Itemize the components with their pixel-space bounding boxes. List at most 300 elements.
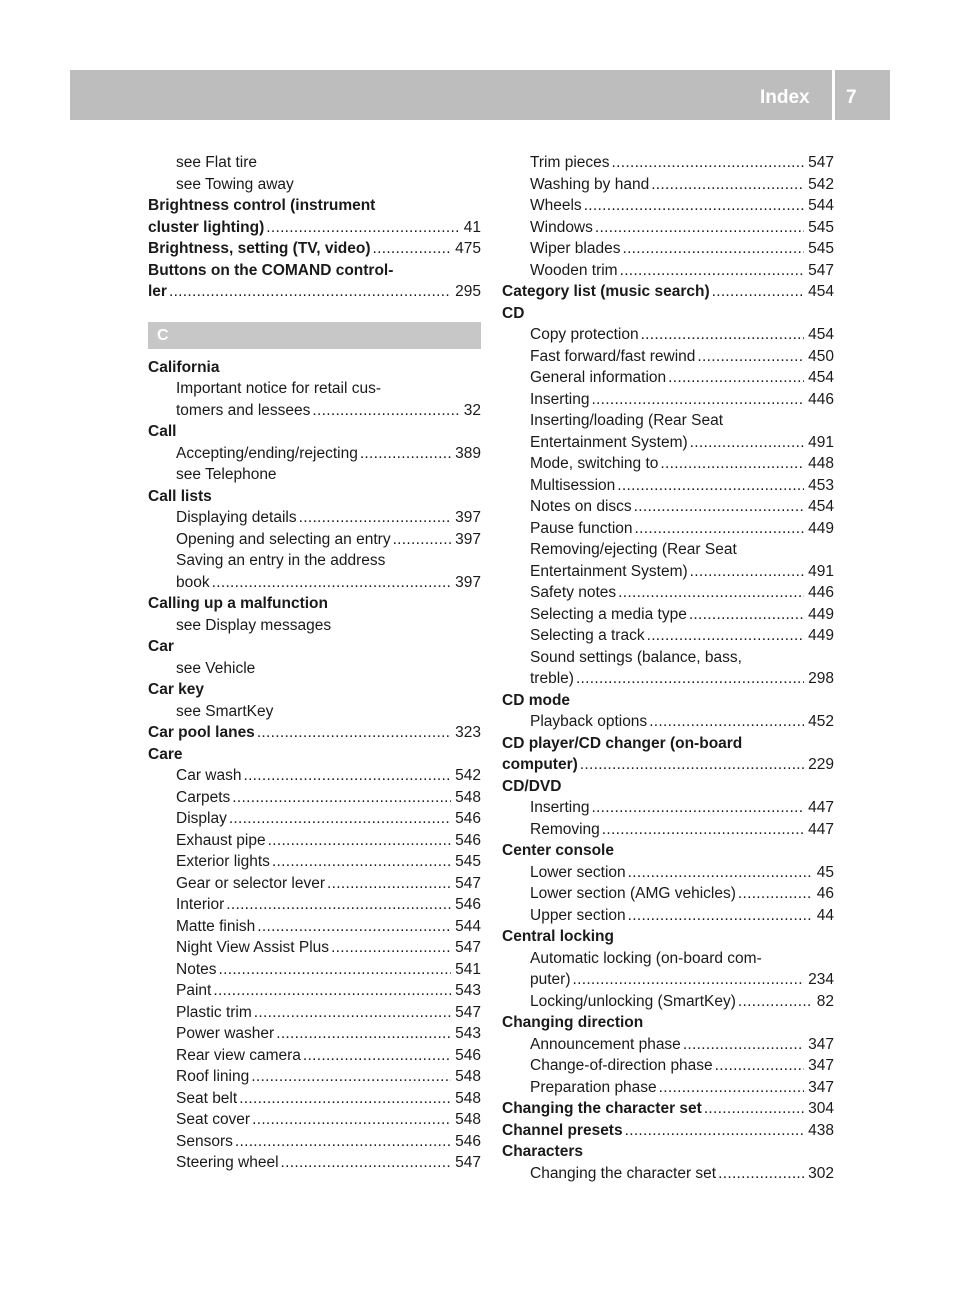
- entry-text: Safety notes: [530, 584, 617, 601]
- dot-leader: [251, 1066, 451, 1088]
- index-entry: [148, 679, 481, 701]
- index-entry: [148, 421, 481, 443]
- index-subentry: [148, 529, 481, 551]
- index-entry: [148, 238, 481, 260]
- dot-leader: [718, 1163, 804, 1185]
- index-subentry: [148, 658, 481, 680]
- entry-page-number: 234: [808, 971, 834, 988]
- index-subentry: [502, 324, 834, 346]
- entry-text: General information: [530, 369, 667, 386]
- entry-page-number: 544: [808, 197, 834, 214]
- dot-leader: [229, 808, 451, 830]
- entry-page-number: 546: [455, 831, 481, 849]
- entry-text: CD: [502, 304, 525, 322]
- index-subentry: [148, 808, 481, 830]
- index-subentry: [148, 851, 481, 873]
- entry-text: Changing the character set: [502, 1100, 702, 1117]
- entry-text: ler: [148, 283, 167, 300]
- index-subentry: [502, 195, 834, 217]
- dot-leader: [373, 238, 452, 260]
- entry-text: Important notice for retail cus-: [176, 380, 382, 397]
- entry-page-number: 543: [455, 1025, 481, 1042]
- entry-text: tomers and lessees: [176, 401, 311, 419]
- index-entry: [148, 722, 481, 744]
- entry-page-number: 545: [808, 218, 834, 236]
- entry-page-number: 547: [455, 1003, 481, 1021]
- entry-text: Gear or selector lever: [176, 874, 326, 892]
- entry-text: Car: [148, 638, 174, 655]
- entry-page-number: 546: [455, 810, 481, 827]
- entry-text: Changing direction: [502, 1014, 644, 1031]
- index-subentry: [148, 152, 481, 174]
- entry-page-number: 298: [808, 670, 834, 687]
- entry-page-number: 546: [455, 1132, 481, 1150]
- entry-text: Multisession: [530, 476, 616, 494]
- dot-leader: [239, 1088, 451, 1110]
- entry-text: Windows: [530, 218, 593, 236]
- index-entry: [502, 926, 834, 948]
- dot-leader: [257, 916, 451, 938]
- entry-page-number: 32: [463, 401, 481, 419]
- dot-leader: [281, 1152, 452, 1174]
- entry-text: Accepting/ending/rejecting: [176, 444, 358, 462]
- dot-leader: [213, 980, 451, 1002]
- entry-text: Rear view camera: [176, 1046, 301, 1064]
- dot-leader: [580, 754, 804, 776]
- index-subentry: [148, 1066, 481, 1088]
- entry-page-number: 547: [455, 939, 481, 956]
- entry-page-number: 44: [816, 906, 834, 924]
- index-entry: [502, 1141, 834, 1163]
- index-entry: [148, 357, 481, 379]
- dot-leader: [226, 894, 451, 916]
- dot-leader: [299, 507, 452, 529]
- entry-text: Brightness control (instrument: [148, 197, 376, 214]
- entry-text: cluster lighting): [148, 218, 265, 236]
- index-entry: [502, 1012, 834, 1034]
- entry-text: Care: [148, 745, 183, 763]
- dot-leader: [212, 572, 452, 594]
- entry-text: Buttons on the COMAND control-: [148, 261, 394, 279]
- entry-page-number: 449: [808, 627, 834, 644]
- entry-text: see SmartKey: [176, 702, 274, 720]
- index-subentry: [502, 1034, 834, 1056]
- dot-leader: [620, 260, 805, 282]
- index-subentry: [502, 432, 834, 454]
- entry-text: Inserting: [530, 390, 590, 408]
- index-entry: [148, 593, 481, 615]
- entry-page-number: 389: [455, 444, 481, 462]
- index-column-right: [502, 152, 834, 1184]
- entry-text: Preparation phase: [530, 1078, 657, 1096]
- entry-text: Interior: [176, 896, 225, 913]
- entry-text: Sensors: [176, 1132, 233, 1150]
- entry-text: Pause function: [530, 519, 633, 537]
- dot-leader: [573, 969, 805, 991]
- entry-page-number: 438: [808, 1121, 834, 1139]
- entry-text: Notes on discs: [530, 498, 632, 515]
- index-entry: [148, 217, 481, 239]
- entry-text: Changing the character set: [530, 1164, 717, 1182]
- dot-leader: [618, 582, 804, 604]
- entry-page-number: 347: [808, 1078, 834, 1096]
- entry-page-number: 541: [455, 960, 481, 978]
- entry-page-number: 453: [808, 476, 834, 494]
- entry-text: Lower section (AMG vehicles): [530, 885, 736, 902]
- index-subentry: [148, 1002, 481, 1024]
- index-entry: [502, 303, 834, 325]
- index-entry: [148, 486, 481, 508]
- index-subentry: [502, 453, 834, 475]
- index-entry: [502, 754, 834, 776]
- entry-page-number: 547: [808, 261, 834, 279]
- index-subentry: [148, 1109, 481, 1131]
- entry-text: Selecting a media type: [530, 605, 687, 623]
- entry-page-number: 449: [808, 605, 834, 623]
- dot-leader: [660, 453, 804, 475]
- entry-text: Fast forward/fast rewind: [530, 347, 696, 365]
- dot-leader: [634, 496, 804, 518]
- entry-page-number: 229: [808, 756, 834, 773]
- entry-text: Center console: [502, 842, 614, 859]
- index-subentry: [148, 1023, 481, 1045]
- entry-text: Copy protection: [530, 326, 639, 343]
- index-subentry: [502, 883, 834, 905]
- index-entry: [502, 733, 834, 755]
- entry-text: Car wash: [176, 767, 242, 784]
- entry-text: Call: [148, 423, 177, 440]
- entry-text: Steering wheel: [176, 1154, 279, 1171]
- index-subentry: [502, 1055, 834, 1077]
- entry-text: Central locking: [502, 928, 614, 945]
- entry-text: California: [148, 358, 220, 376]
- dot-leader: [232, 787, 451, 809]
- entry-text: see Vehicle: [176, 659, 256, 677]
- index-subentry: [148, 1088, 481, 1110]
- index-subentry: [148, 765, 481, 787]
- entry-page-number: 347: [808, 1035, 834, 1053]
- dot-leader: [591, 389, 804, 411]
- index-subentry: [502, 905, 834, 927]
- dot-leader: [576, 668, 804, 690]
- entry-page-number: 347: [808, 1057, 834, 1074]
- index-subentry: [148, 787, 481, 809]
- entry-page-number: 546: [455, 1046, 481, 1064]
- index-subentry: [502, 862, 834, 884]
- index-subentry: [148, 615, 481, 637]
- entry-text: Paint: [176, 982, 212, 999]
- index-subentry: [148, 916, 481, 938]
- entry-text: see Flat tire: [176, 154, 257, 171]
- entry-text: Locking/unlocking (SmartKey): [530, 992, 736, 1010]
- index-subentry: [148, 830, 481, 852]
- dot-leader: [628, 905, 813, 927]
- dot-leader: [272, 851, 451, 873]
- entry-text: Upper section: [530, 906, 626, 924]
- entry-page-number: 542: [808, 175, 834, 193]
- entry-page-number: 45: [816, 863, 834, 881]
- entry-text: Mode, switching to: [530, 455, 659, 472]
- dot-leader: [697, 346, 804, 368]
- header-title: Index: [760, 87, 810, 108]
- header-divider: [832, 70, 835, 120]
- entry-page-number: 46: [816, 885, 834, 902]
- dot-leader: [243, 765, 451, 787]
- entry-page-number: 302: [808, 1164, 834, 1182]
- index-entry: [148, 260, 481, 282]
- dot-leader: [602, 819, 804, 841]
- entry-text: Playback options: [530, 713, 648, 730]
- entry-page-number: 82: [816, 992, 834, 1010]
- index-subentry: [502, 625, 834, 647]
- entry-text: Plastic trim: [176, 1003, 252, 1021]
- dot-leader: [257, 722, 451, 744]
- index-subentry: [502, 174, 834, 196]
- entry-page-number: 546: [455, 896, 481, 913]
- dot-leader: [690, 561, 804, 583]
- dot-leader: [690, 432, 804, 454]
- dot-leader: [647, 625, 805, 647]
- index-subentry: [502, 711, 834, 733]
- index-subentry: [502, 797, 834, 819]
- entry-text: Power washer: [176, 1025, 275, 1042]
- index-subentry: [148, 174, 481, 196]
- entry-text: Sound settings (balance, bass,: [530, 648, 742, 666]
- entry-text: Carpets: [176, 788, 231, 806]
- entry-text: see Telephone: [176, 466, 277, 483]
- index-subentry: [502, 969, 834, 991]
- dot-leader: [276, 1023, 451, 1045]
- index-subentry: [502, 152, 834, 174]
- entry-text: Exhaust pipe: [176, 831, 266, 849]
- dot-leader: [622, 238, 804, 260]
- index-column-left: [148, 152, 481, 1174]
- entry-page-number: 295: [455, 283, 481, 300]
- index-entry: [148, 281, 481, 303]
- dot-leader: [668, 367, 804, 389]
- entry-page-number: 304: [808, 1100, 834, 1117]
- entry-page-number: 547: [455, 1154, 481, 1171]
- dot-leader: [715, 1055, 804, 1077]
- entry-page-number: 446: [808, 584, 834, 601]
- entry-text: Call lists: [148, 487, 212, 505]
- index-subentry: [502, 604, 834, 626]
- index-entry: [148, 195, 481, 217]
- entry-text: Wooden trim: [530, 261, 618, 279]
- index-subentry: [148, 894, 481, 916]
- index-subentry: [502, 991, 834, 1013]
- entry-page-number: 450: [808, 347, 834, 365]
- index-subentry: [148, 550, 481, 572]
- entry-text: Matte finish: [176, 917, 256, 935]
- entry-page-number: 548: [455, 788, 481, 806]
- entry-text: Seat belt: [176, 1089, 238, 1107]
- entry-text: Automatic locking (on-board com-: [530, 949, 762, 967]
- index-subentry: [502, 217, 834, 239]
- entry-page-number: 547: [808, 154, 834, 171]
- entry-page-number: 454: [808, 326, 834, 343]
- entry-text: Wheels: [530, 197, 582, 214]
- dot-leader: [625, 1120, 805, 1142]
- index-subentry: [502, 948, 834, 970]
- entry-text: Entertainment System): [530, 433, 688, 451]
- entry-text: Wiper blades: [530, 240, 621, 257]
- index-subentry: [502, 1077, 834, 1099]
- dot-leader: [266, 217, 460, 239]
- index-subentry: [502, 496, 834, 518]
- entry-text: Car pool lanes: [148, 724, 255, 741]
- entry-text: Characters: [502, 1143, 583, 1160]
- entry-text: book: [176, 573, 210, 591]
- page-number: 7: [846, 87, 857, 108]
- entry-text: Roof lining: [176, 1068, 250, 1085]
- index-subentry: [148, 572, 481, 594]
- entry-page-number: 548: [455, 1111, 481, 1128]
- entry-page-number: 397: [455, 509, 481, 526]
- index-subentry: [502, 539, 834, 561]
- index-subentry: [148, 400, 481, 422]
- entry-page-number: 446: [808, 390, 834, 408]
- index-subentry: [148, 873, 481, 895]
- index-subentry: [148, 464, 481, 486]
- dot-leader: [628, 862, 813, 884]
- dot-leader: [254, 1002, 451, 1024]
- entry-text: Display: [176, 810, 227, 827]
- dot-leader: [591, 797, 804, 819]
- entry-page-number: 449: [808, 519, 834, 537]
- index-entry: [502, 281, 834, 303]
- dot-leader: [712, 281, 805, 303]
- index-entry: [502, 776, 834, 798]
- index-entry: [502, 840, 834, 862]
- index-subentry: [148, 507, 481, 529]
- entry-page-number: 41: [463, 218, 481, 236]
- dot-leader: [235, 1131, 451, 1153]
- entry-text: CD player/CD changer (on-board: [502, 734, 743, 752]
- index-entry: [502, 1120, 834, 1142]
- entry-text: Brightness, setting (TV, video): [148, 240, 371, 257]
- entry-page-number: 454: [808, 283, 834, 300]
- index-entry: [148, 636, 481, 658]
- dot-leader: [268, 830, 452, 852]
- dot-leader: [635, 518, 805, 540]
- index-subentry: [502, 647, 834, 669]
- entry-text: Notes: [176, 960, 217, 978]
- entry-page-number: 454: [808, 369, 834, 386]
- index-subentry: [502, 668, 834, 690]
- index-subentry: [148, 1152, 481, 1174]
- entry-page-number: 491: [808, 562, 834, 580]
- entry-text: Displaying details: [176, 509, 297, 526]
- entry-text: Seat cover: [176, 1111, 251, 1128]
- entry-page-number: 548: [455, 1089, 481, 1107]
- index-entry: [148, 744, 481, 766]
- dot-leader: [704, 1098, 804, 1120]
- dot-leader: [738, 991, 813, 1013]
- index-subentry: [502, 367, 834, 389]
- entry-page-number: 323: [455, 724, 481, 741]
- entry-page-number: 447: [808, 799, 834, 816]
- index-subentry: [148, 378, 481, 400]
- entry-page-number: 547: [455, 874, 481, 892]
- entry-page-number: 548: [455, 1068, 481, 1085]
- dot-leader: [649, 711, 804, 733]
- index-subentry: [148, 959, 481, 981]
- dot-leader: [312, 400, 459, 422]
- index-subentry: [502, 260, 834, 282]
- dot-leader: [219, 959, 452, 981]
- entry-page-number: 447: [808, 820, 834, 838]
- entry-text: Saving an entry in the address: [176, 552, 386, 569]
- dot-leader: [738, 883, 813, 905]
- entry-text: Removing: [530, 820, 600, 838]
- dot-leader: [595, 217, 804, 239]
- dot-leader: [689, 604, 804, 626]
- entry-text: Announcement phase: [530, 1035, 681, 1053]
- dot-leader: [393, 529, 452, 551]
- dot-leader: [617, 475, 804, 497]
- entry-page-number: 475: [455, 240, 481, 257]
- index-subentry: [502, 389, 834, 411]
- entry-text: Opening and selecting an entry: [176, 530, 391, 548]
- index-subentry: [502, 582, 834, 604]
- entry-text: Calling up a malfunction: [148, 595, 328, 612]
- entry-page-number: 491: [808, 433, 834, 451]
- index-subentry: [502, 561, 834, 583]
- entry-text: Night View Assist Plus: [176, 939, 330, 956]
- entry-text: CD/DVD: [502, 777, 562, 795]
- entry-page-number: 448: [808, 455, 834, 472]
- entry-text: see Towing away: [176, 175, 294, 193]
- index-subentry: [502, 475, 834, 497]
- entry-page-number: 543: [455, 982, 481, 999]
- entry-text: Inserting: [530, 799, 590, 816]
- entry-text: Trim pieces: [530, 154, 610, 171]
- entry-text: treble): [530, 670, 574, 687]
- entry-text: computer): [502, 756, 578, 773]
- entry-text: Category list (music search): [502, 283, 710, 300]
- entry-text: Removing/ejecting (Rear Seat: [530, 541, 737, 558]
- entry-text: puter): [530, 971, 571, 988]
- entry-text: Car key: [148, 681, 205, 698]
- entry-text: CD mode: [502, 691, 571, 709]
- dot-leader: [327, 873, 451, 895]
- index-entry: [502, 690, 834, 712]
- dot-leader: [169, 281, 451, 303]
- entry-page-number: 545: [455, 853, 481, 870]
- dot-leader: [612, 152, 805, 174]
- entry-page-number: 397: [455, 573, 481, 591]
- index-subentry: [148, 701, 481, 723]
- entry-text: see Display messages: [176, 616, 332, 634]
- entry-page-number: 452: [808, 713, 834, 730]
- entry-text: Selecting a track: [530, 627, 645, 644]
- entry-page-number: 454: [808, 498, 834, 515]
- dot-leader: [303, 1045, 451, 1067]
- dot-leader: [659, 1077, 804, 1099]
- dot-leader: [252, 1109, 451, 1131]
- index-subentry: [502, 518, 834, 540]
- index-subentry: [148, 980, 481, 1002]
- entry-page-number: 544: [455, 917, 481, 935]
- entry-text: Washing by hand: [530, 175, 650, 193]
- entry-text: Inserting/loading (Rear Seat: [530, 412, 724, 429]
- index-subentry: [502, 238, 834, 260]
- entry-page-number: 397: [455, 530, 481, 548]
- entry-page-number: 545: [808, 240, 834, 257]
- dot-leader: [331, 937, 451, 959]
- section-heading: C: [148, 322, 481, 349]
